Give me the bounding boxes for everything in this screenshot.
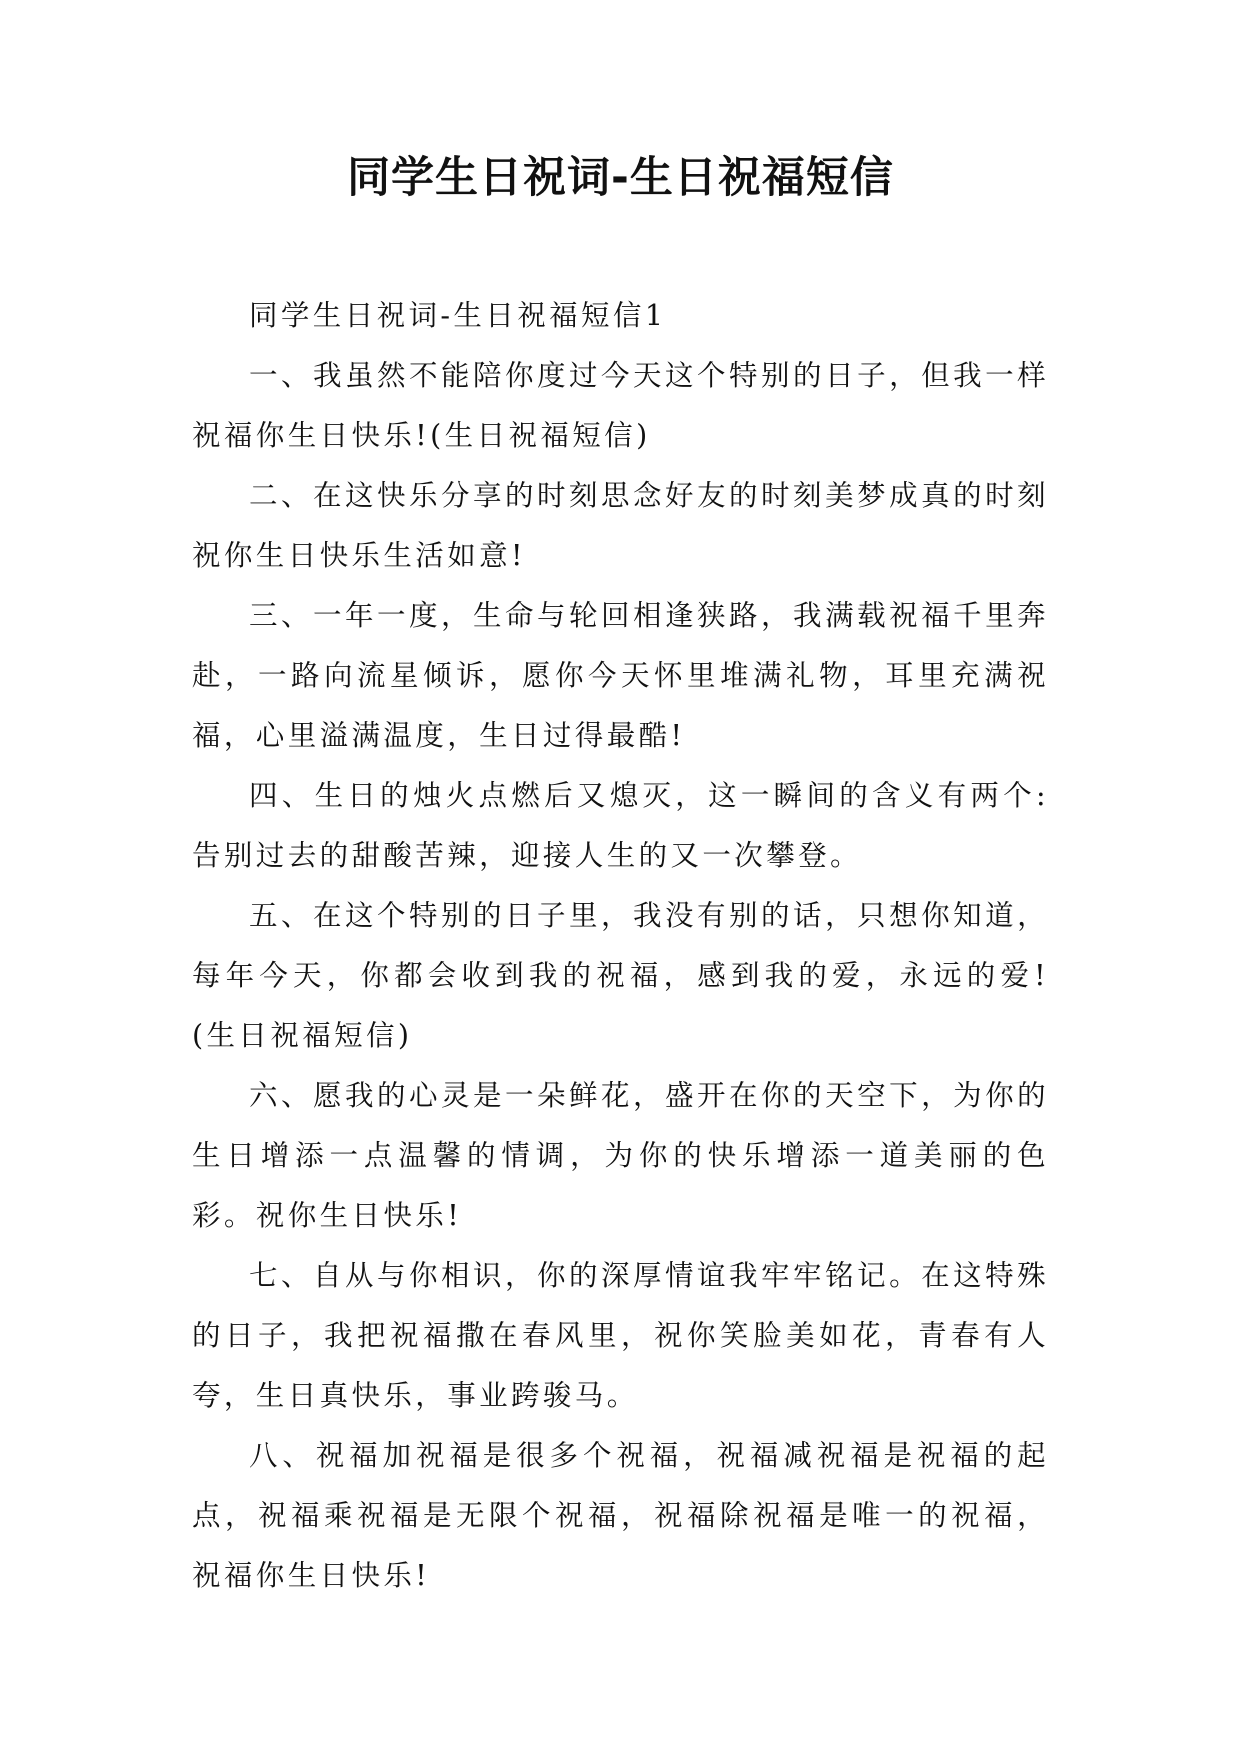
paragraph-3: 三、一年一度，生命与轮回相逢狭路，我满载祝福千里奔赴，一路向流星倾诉，愿你今天怀里堆满礼物，耳里充满祝福，心里溢满温度，生日过得最酷! — [192, 599, 1049, 752]
paragraph-6: 六、愿我的心灵是一朵鲜花，盛开在你的天空下，为你的生日增添一点温馨的情调，为你的快乐增添一道美丽的色彩。祝你生日快乐! — [192, 1079, 1049, 1232]
paragraph-2: 二、在这快乐分享的时刻思念好友的时刻美梦成真的时刻祝你生日快乐生活如意! — [192, 479, 1049, 572]
paragraph-8: 八、祝福加祝福是很多个祝福，祝福减祝福是祝福的起点，祝福乘祝福是无限个祝福，祝福除祝福是唯一的祝福，祝福你生日快乐! — [192, 1439, 1049, 1592]
document-body — [192, 286, 1049, 1606]
paragraph-4: 四、生日的烛火点燃后又熄灭，这一瞬间的含义有两个:告别过去的甜酸苦辣，迎接人生的又一次攀登。 — [192, 779, 1049, 872]
document-title: 同学生日祝词-生日祝福短信 — [347, 153, 894, 203]
paragraph-7: 七、自从与你相识，你的深厚情谊我牢牢铭记。在这特殊的日子，我把祝福撒在春风里，祝你笑脸美如花，青春有人夸，生日真快乐，事业跨骏马。 — [192, 1259, 1049, 1412]
section-heading: 同学生日祝词-生日祝福短信1 — [249, 299, 667, 332]
paragraph-5: 五、在这个特别的日子里，我没有别的话，只想你知道，每年今天，你都会收到我的祝福，感到我的爱，永远的爱!(生日祝福短信) — [192, 899, 1049, 1052]
paragraph-1: 一、我虽然不能陪你度过今天这个特别的日子，但我一样祝福你生日快乐!(生日祝福短信) — [192, 359, 1049, 452]
